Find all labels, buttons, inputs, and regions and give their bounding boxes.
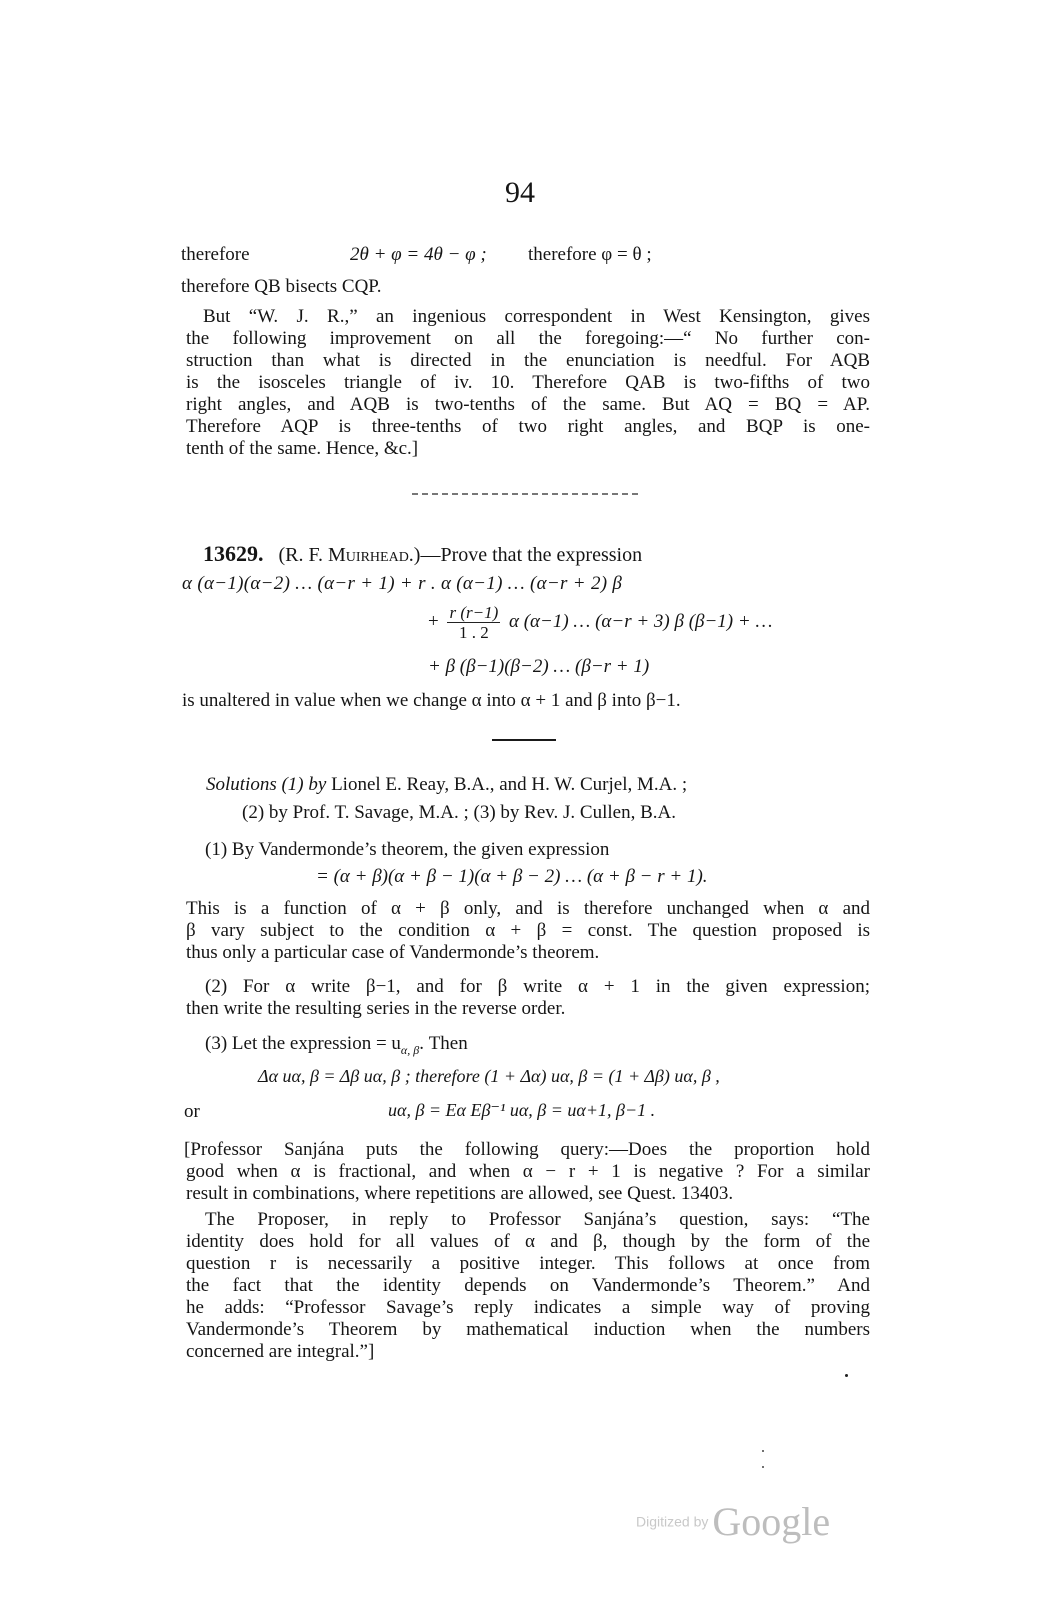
proposer-line: The Proposer, in reply to Professor Sanjána’s question, says: “The [205, 1209, 870, 1230]
sanjana-line: good when α is fractional, and when α − r + 1 is negative ? For a similar [186, 1161, 870, 1182]
solutions-header-line-1 [206, 774, 687, 796]
solutions-label: Solutions (1) by [206, 774, 327, 795]
page-number: 94 [505, 176, 535, 209]
solvers-1: Lionel E. Reay, B.A., and H. W. Curjel, M.A. ; [331, 774, 688, 795]
solution-1-line-1: (1) By Vandermonde’s theorem, the given expression [205, 839, 610, 860]
solutions-header-line-2: (2) by Prof. T. Savage, M.A. ; (3) by Rev. J. Cullen, B.A. [242, 802, 676, 823]
proposer-line: the fact that the identity depends on Vandermonde’s Theorem.” And [186, 1275, 870, 1296]
solution-3-equation-1: Δα uα, β = Δβ uα, β ; therefore (1 + Δα) uα, β = (1 + Δβ) uα, β , [258, 1066, 720, 1086]
solution-2-line: then write the resulting series in the reverse order. [186, 998, 566, 1019]
problem-author: (R. F. Muirhead.) [278, 544, 421, 566]
paragraph-line: But “W. J. R.,” an ingenious correspondent in West Kensington, gives [203, 306, 870, 327]
section-divider [412, 493, 638, 495]
solution-3-text: (3) Let the expression = u [205, 1033, 401, 1054]
proposer-line: question r is necessarily a positive integer. This follows at once from [186, 1253, 870, 1274]
fraction-numerator: r (r−1) [449, 603, 499, 622]
google-logo: Google [712, 1499, 831, 1544]
therefore-label: therefore [181, 244, 250, 265]
digitized-by-text: Digitized by [636, 1513, 709, 1530]
proposer-line: identity does hold for all values of α and β, though by the form of the [186, 1231, 870, 1252]
paragraph-line: is the isosceles triangle of iv. 10. Therefore QAB is two-fifths of two [186, 372, 870, 393]
solution-1-para-line: thus only a particular case of Vandermonde’s theorem. [186, 942, 600, 963]
equation-theta-phi: 2θ + φ = 4θ − φ ; [350, 244, 487, 265]
paragraph-line: tenth of the same. Hence, &c.] [186, 438, 419, 459]
problem-heading [203, 541, 642, 567]
expression-line-2-rest: α (α−1) … (α−r + 3) β (β−1) + … [509, 610, 773, 632]
proposer-line: he adds: “Professor Savage’s reply indicates a simple way of proving [186, 1297, 870, 1318]
paragraph-line: right angles, and AQB is two-tenths of the same. But AQ = BQ = AP. [186, 394, 870, 415]
solution-1-para-line: This is a function of α + β only, and is therefore unchanged when α and [186, 898, 870, 919]
ink-speck [762, 1466, 764, 1468]
or-label: or [184, 1101, 200, 1122]
short-rule [492, 739, 556, 741]
plus-sign: + [428, 610, 439, 632]
paragraph-line: the following improvement on all the foregoing:—“ No further con- [186, 328, 870, 349]
solution-3-equation-2: uα, β = Eα Eβ⁻¹ uα, β = uα+1, β−1 . [388, 1100, 656, 1120]
qb-bisects-line: therefore QB bisects CQP. [181, 276, 382, 297]
paragraph-line: struction than what is directed in the enunciation is needful. For AQB [186, 350, 870, 371]
ink-speck [762, 1450, 764, 1452]
sanjana-line: [Professor Sanjána puts the following query:—Does the proportion hold [184, 1139, 870, 1160]
solution-1-line-2: = (α + β)(α + β − 1)(α + β − 2) … (α + β − r + 1). [316, 866, 708, 887]
expression-line-3: + β (β−1)(β−2) … (β−r + 1) [428, 656, 650, 677]
proposer-line: Vandermonde’s Theorem by mathematical induction when the numbers [186, 1319, 870, 1340]
paragraph-line: Therefore AQP is three-tenths of two right angles, and BQP is one- [186, 416, 870, 437]
google-watermark [636, 1498, 830, 1545]
fraction-denominator: 1 . 2 [458, 623, 489, 642]
ink-speck [845, 1374, 848, 1377]
proposer-line: concerned are integral.”] [186, 1341, 375, 1362]
expression-line-1: α (α−1)(α−2) … (α−r + 1) + r . α (α−1) … (α−r + 2) β [182, 573, 623, 594]
solution-3-then: . Then [419, 1033, 468, 1054]
fraction [447, 603, 500, 642]
problem-intro: —Prove that the expression [420, 544, 643, 566]
solution-3-line-1 [205, 1033, 468, 1058]
sanjana-line: result in combinations, where repetitions are allowed, see Quest. 13403. [186, 1183, 734, 1204]
equation-phi-equals-theta: therefore φ = θ ; [528, 244, 652, 265]
problem-number: 13629. [203, 541, 264, 566]
problem-conclusion: is unaltered in value when we change α into α + 1 and β into β−1. [182, 690, 681, 711]
solution-1-para-line: β vary subject to the condition α + β = const. The question proposed is [186, 920, 870, 941]
solution-2-line: (2) For α write β−1, and for β write α + 1 in the given expression; [205, 976, 870, 997]
expression-line-2 [428, 603, 772, 642]
solution-3-subscript: α, β [400, 1042, 420, 1057]
